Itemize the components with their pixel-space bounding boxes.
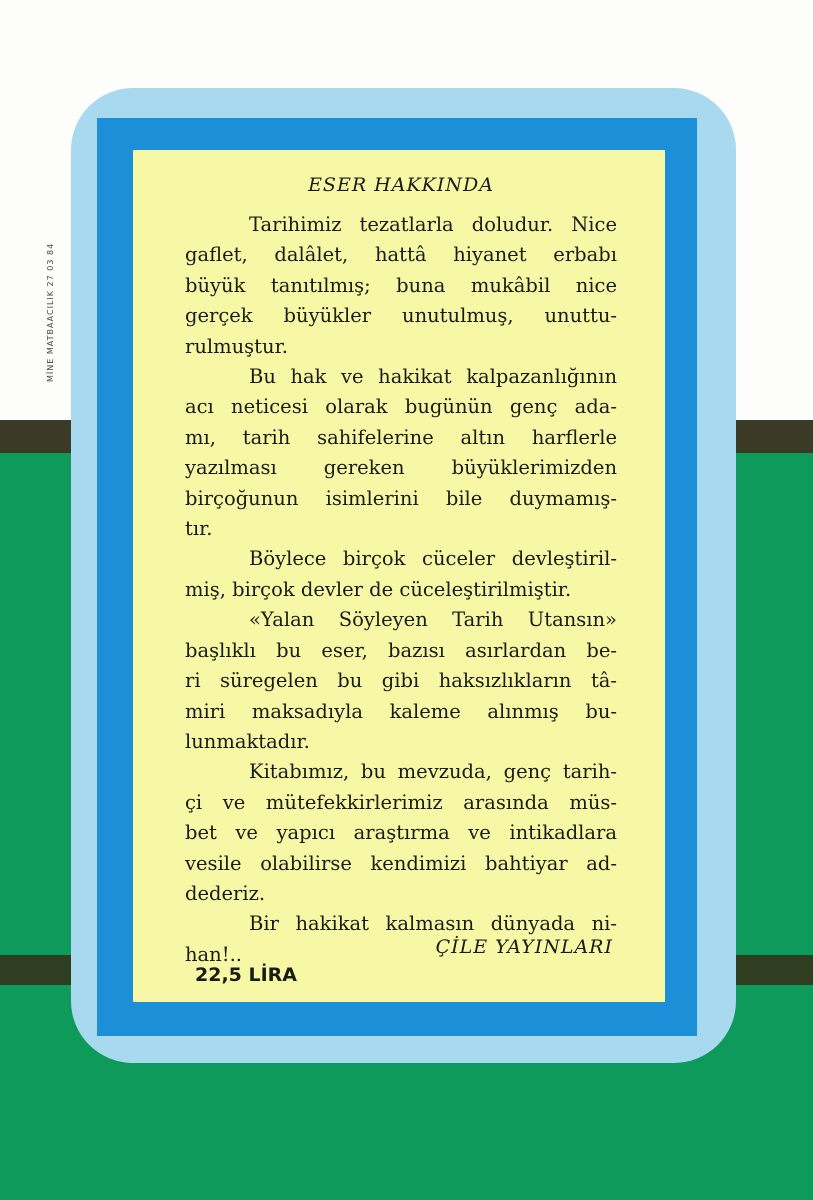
paragraph bbox=[185, 757, 617, 909]
text-line: Bu hak ve hakikat kalpazanlığının bbox=[249, 365, 617, 389]
text-line: dederiz. bbox=[185, 881, 266, 905]
text-line: gaflet, dalâlet, hattâ hiyanet erbabı bbox=[185, 243, 617, 267]
text-line: Böylece birçok cüceler devleştiril- bbox=[249, 547, 617, 571]
text-line: Bir hakikat kalmasın dünyada ni- bbox=[249, 912, 617, 936]
text-line: han!.. bbox=[185, 942, 242, 966]
text-line: miş, birçok devler de cüceleştirilmiştir. bbox=[185, 577, 572, 601]
text-line: mı, tarih sahifelerine altın harflerle bbox=[185, 425, 617, 449]
printer-imprint: MİNE MATBAACILIK 27 03 84 bbox=[46, 242, 55, 382]
text-panel bbox=[133, 150, 665, 1002]
text-line: ri süregelen bu gibi haksızlıkların tâ- bbox=[185, 669, 617, 693]
body-text bbox=[185, 210, 617, 970]
text-line: bet ve yapıcı araştırma ve intikadlara bbox=[185, 821, 617, 845]
text-line: Kitabımız, bu mevzuda, genç tarih- bbox=[249, 760, 617, 784]
footer-row bbox=[185, 936, 613, 996]
text-line: birçoğunun isimlerini bile duymamış- bbox=[185, 486, 617, 510]
text-line: tır. bbox=[185, 517, 213, 541]
text-line: «Yalan Söyleyen Tarih Utansın» bbox=[249, 608, 617, 632]
text-line: lunmaktadır. bbox=[185, 729, 310, 753]
heading: ESER HAKKINDA bbox=[308, 174, 494, 196]
text-line: yazılması gereken büyüklerimizden bbox=[185, 456, 617, 480]
paragraph bbox=[185, 210, 617, 362]
paragraph bbox=[185, 362, 617, 544]
price-label: 22,5 LİRA bbox=[195, 964, 298, 986]
text-line: gerçek büyükler unutulmuş, unuttu- bbox=[185, 304, 617, 328]
text-line: büyük tanıtılmış; buna mukâbil nice bbox=[185, 273, 617, 297]
text-line: başlıklı bu eser, bazısı asırlardan be- bbox=[185, 638, 617, 662]
text-line: çi ve mütefekkirlerimiz arasında müs- bbox=[185, 790, 617, 814]
text-line: rulmuştur. bbox=[185, 334, 288, 358]
paragraph bbox=[185, 544, 617, 605]
paragraph bbox=[185, 605, 617, 757]
text-line: Tarihimiz tezatlarla doludur. Nice bbox=[249, 213, 617, 236]
text-line: vesile olabilirse kendimizi bahtiyar ad- bbox=[185, 851, 617, 875]
text-line: acı neticesi olarak bugünün genç ada- bbox=[185, 395, 617, 419]
text-line: miri maksadıyla kaleme alınmış bu- bbox=[185, 699, 617, 723]
publisher-name: ÇİLE YAYINLARI bbox=[435, 936, 613, 958]
